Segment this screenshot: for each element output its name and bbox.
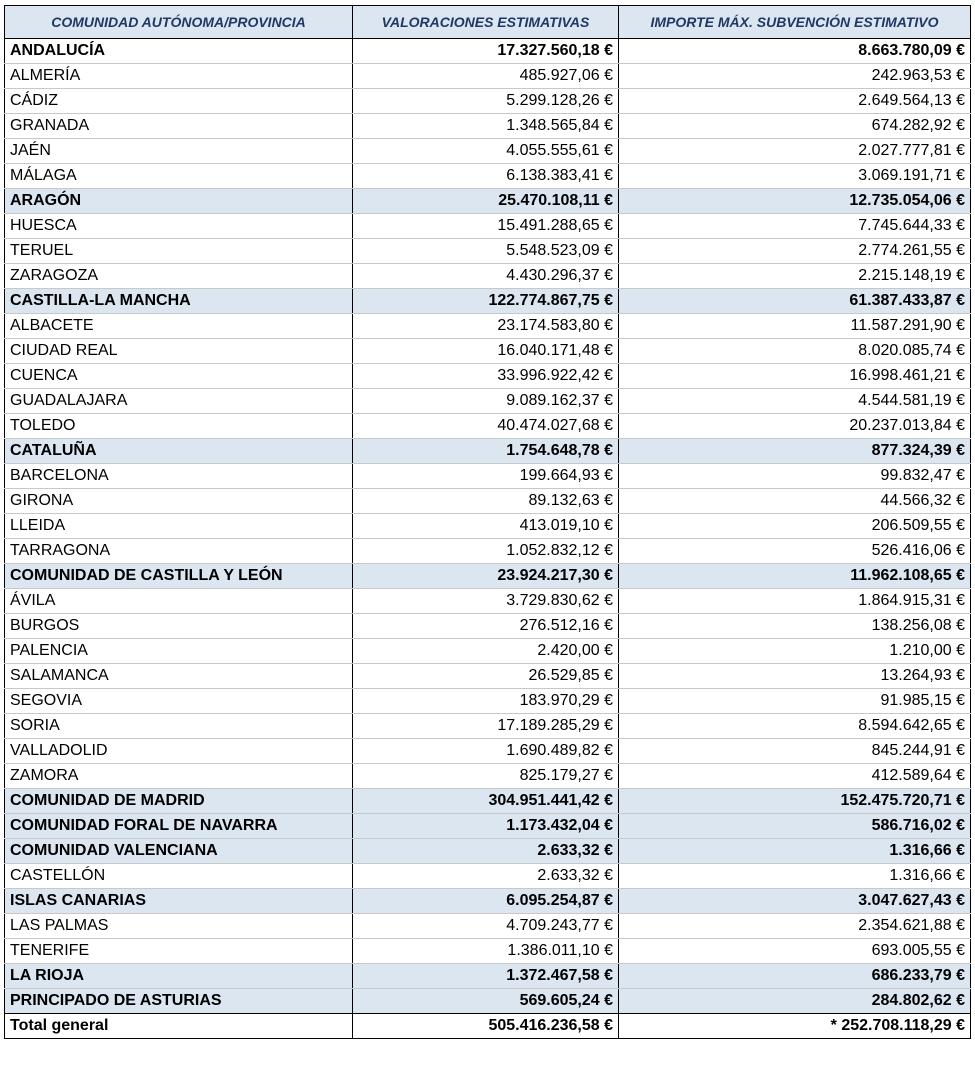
cell-name: CASTILLA-LA MANCHA xyxy=(5,289,353,314)
cell-importe: 8.020.085,74 € xyxy=(619,339,971,364)
cell-valoracion: 25.470.108,11 € xyxy=(353,189,619,214)
cell-importe: 4.544.581,19 € xyxy=(619,389,971,414)
cell-name: COMUNIDAD VALENCIANA xyxy=(5,839,353,864)
cell-valoracion: 485.927,06 € xyxy=(353,64,619,89)
cell-name: GRANADA xyxy=(5,114,353,139)
cell-name: CASTELLÓN xyxy=(5,864,353,889)
cell-importe: 91.985,15 € xyxy=(619,689,971,714)
cell-valoracion: 23.174.583,80 € xyxy=(353,314,619,339)
cell-importe: 2.774.261,55 € xyxy=(619,239,971,264)
province-row xyxy=(5,914,971,939)
cell-valoracion: 6.138.383,41 € xyxy=(353,164,619,189)
cell-valoracion: 17.189.285,29 € xyxy=(353,714,619,739)
region-row xyxy=(5,989,971,1014)
cell-importe: 11.587.291,90 € xyxy=(619,314,971,339)
cell-valoracion: 15.491.288,65 € xyxy=(353,214,619,239)
cell-name: CÁDIZ xyxy=(5,89,353,114)
cell-importe: 284.802,62 € xyxy=(619,989,971,1014)
cell-name: CUENCA xyxy=(5,364,353,389)
cell-valoracion: 1.690.489,82 € xyxy=(353,739,619,764)
province-row xyxy=(5,714,971,739)
cell-valoracion: 1.348.565,84 € xyxy=(353,114,619,139)
cell-valoracion: 1.173.432,04 € xyxy=(353,814,619,839)
cell-importe: 686.233,79 € xyxy=(619,964,971,989)
province-row xyxy=(5,664,971,689)
cell-valoracion: 17.327.560,18 € xyxy=(353,39,619,64)
province-row xyxy=(5,939,971,964)
cell-valoracion: 2.633,32 € xyxy=(353,864,619,889)
cell-importe: 1.316,66 € xyxy=(619,864,971,889)
cell-importe: 2.215.148,19 € xyxy=(619,264,971,289)
region-row xyxy=(5,814,971,839)
region-row xyxy=(5,889,971,914)
region-row xyxy=(5,189,971,214)
cell-importe: 16.998.461,21 € xyxy=(619,364,971,389)
cell-name: MÁLAGA xyxy=(5,164,353,189)
province-row xyxy=(5,139,971,164)
cell-importe: 13.264,93 € xyxy=(619,664,971,689)
cell-name: COMUNIDAD DE CASTILLA Y LEÓN xyxy=(5,564,353,589)
cell-valoracion: 569.605,24 € xyxy=(353,989,619,1014)
cell-valoracion: 1.372.467,58 € xyxy=(353,964,619,989)
province-row xyxy=(5,264,971,289)
region-row xyxy=(5,439,971,464)
province-row xyxy=(5,64,971,89)
cell-importe: 8.594.642,65 € xyxy=(619,714,971,739)
header-comunidad: COMUNIDAD AUTÓNOMA/PROVINCIA xyxy=(5,6,353,39)
cell-importe: 44.566,32 € xyxy=(619,489,971,514)
cell-valoracion: 1.386.011,10 € xyxy=(353,939,619,964)
cell-valoracion: 5.548.523,09 € xyxy=(353,239,619,264)
cell-name: PALENCIA xyxy=(5,639,353,664)
cell-importe: 877.324,39 € xyxy=(619,439,971,464)
cell-name: TERUEL xyxy=(5,239,353,264)
cell-importe: * 252.708.118,29 € xyxy=(619,1014,971,1039)
cell-name: BARCELONA xyxy=(5,464,353,489)
cell-valoracion: 4.709.243,77 € xyxy=(353,914,619,939)
cell-valoracion: 199.664,93 € xyxy=(353,464,619,489)
cell-importe: 693.005,55 € xyxy=(619,939,971,964)
cell-importe: 1.210,00 € xyxy=(619,639,971,664)
province-row xyxy=(5,739,971,764)
province-row xyxy=(5,389,971,414)
cell-name: ALMERÍA xyxy=(5,64,353,89)
cell-valoracion: 276.512,16 € xyxy=(353,614,619,639)
cell-valoracion: 89.132,63 € xyxy=(353,489,619,514)
province-row xyxy=(5,639,971,664)
region-row xyxy=(5,39,971,64)
cell-valoracion: 1.754.648,78 € xyxy=(353,439,619,464)
total-row xyxy=(5,1014,971,1039)
cell-importe: 11.962.108,65 € xyxy=(619,564,971,589)
cell-valoracion: 1.052.832,12 € xyxy=(353,539,619,564)
province-row xyxy=(5,89,971,114)
cell-importe: 1.864.915,31 € xyxy=(619,589,971,614)
cell-importe: 206.509,55 € xyxy=(619,514,971,539)
cell-importe: 12.735.054,06 € xyxy=(619,189,971,214)
cell-importe: 2.354.621,88 € xyxy=(619,914,971,939)
cell-name: ARAGÓN xyxy=(5,189,353,214)
cell-valoracion: 2.633,32 € xyxy=(353,839,619,864)
province-row xyxy=(5,239,971,264)
province-row xyxy=(5,689,971,714)
cell-name: COMUNIDAD FORAL DE NAVARRA xyxy=(5,814,353,839)
cell-name: SORIA xyxy=(5,714,353,739)
cell-name: CATALUÑA xyxy=(5,439,353,464)
cell-importe: 61.387.433,87 € xyxy=(619,289,971,314)
region-row xyxy=(5,289,971,314)
cell-name: PRINCIPADO DE ASTURIAS xyxy=(5,989,353,1014)
cell-importe: 412.589,64 € xyxy=(619,764,971,789)
cell-name: GIRONA xyxy=(5,489,353,514)
cell-importe: 242.963,53 € xyxy=(619,64,971,89)
cell-valoracion: 413.019,10 € xyxy=(353,514,619,539)
cell-valoracion: 2.420,00 € xyxy=(353,639,619,664)
cell-name: ANDALUCÍA xyxy=(5,39,353,64)
cell-valoracion: 9.089.162,37 € xyxy=(353,389,619,414)
cell-name: TOLEDO xyxy=(5,414,353,439)
cell-valoracion: 4.430.296,37 € xyxy=(353,264,619,289)
cell-valoracion: 6.095.254,87 € xyxy=(353,889,619,914)
cell-importe: 152.475.720,71 € xyxy=(619,789,971,814)
cell-importe: 7.745.644,33 € xyxy=(619,214,971,239)
table-header xyxy=(5,6,971,39)
cell-name: TENERIFE xyxy=(5,939,353,964)
cell-valoracion: 4.055.555,61 € xyxy=(353,139,619,164)
cell-name: ISLAS CANARIAS xyxy=(5,889,353,914)
header-row xyxy=(5,6,971,39)
cell-valoracion: 40.474.027,68 € xyxy=(353,414,619,439)
cell-valoracion: 3.729.830,62 € xyxy=(353,589,619,614)
cell-valoracion: 16.040.171,48 € xyxy=(353,339,619,364)
cell-name: ÁVILA xyxy=(5,589,353,614)
cell-name: LLEIDA xyxy=(5,514,353,539)
province-row xyxy=(5,339,971,364)
cell-importe: 674.282,92 € xyxy=(619,114,971,139)
cell-importe: 2.649.564,13 € xyxy=(619,89,971,114)
cell-name: Total general xyxy=(5,1014,353,1039)
table-body xyxy=(5,39,971,1039)
subsidy-table xyxy=(4,5,971,1039)
province-row xyxy=(5,464,971,489)
cell-importe: 138.256,08 € xyxy=(619,614,971,639)
header-importe: IMPORTE MÁX. SUBVENCIÓN ESTIMATIVO xyxy=(619,6,971,39)
cell-name: ZARAGOZA xyxy=(5,264,353,289)
cell-importe: 20.237.013,84 € xyxy=(619,414,971,439)
header-valoraciones: VALORACIONES ESTIMATIVAS xyxy=(353,6,619,39)
cell-importe: 99.832,47 € xyxy=(619,464,971,489)
cell-importe: 3.069.191,71 € xyxy=(619,164,971,189)
cell-importe: 845.244,91 € xyxy=(619,739,971,764)
cell-valoracion: 122.774.867,75 € xyxy=(353,289,619,314)
province-row xyxy=(5,589,971,614)
cell-name: BURGOS xyxy=(5,614,353,639)
province-row xyxy=(5,114,971,139)
cell-valoracion: 5.299.128,26 € xyxy=(353,89,619,114)
cell-name: COMUNIDAD DE MADRID xyxy=(5,789,353,814)
cell-name: ZAMORA xyxy=(5,764,353,789)
cell-importe: 1.316,66 € xyxy=(619,839,971,864)
province-row xyxy=(5,414,971,439)
province-row xyxy=(5,514,971,539)
province-row xyxy=(5,214,971,239)
cell-importe: 3.047.627,43 € xyxy=(619,889,971,914)
cell-name: CIUDAD REAL xyxy=(5,339,353,364)
region-row xyxy=(5,964,971,989)
cell-name: SEGOVIA xyxy=(5,689,353,714)
cell-valoracion: 26.529,85 € xyxy=(353,664,619,689)
cell-name: TARRAGONA xyxy=(5,539,353,564)
cell-name: SALAMANCA xyxy=(5,664,353,689)
cell-valoracion: 183.970,29 € xyxy=(353,689,619,714)
province-row xyxy=(5,764,971,789)
province-row xyxy=(5,614,971,639)
cell-valoracion: 505.416.236,58 € xyxy=(353,1014,619,1039)
province-row xyxy=(5,539,971,564)
province-row xyxy=(5,489,971,514)
province-row xyxy=(5,314,971,339)
cell-name: ALBACETE xyxy=(5,314,353,339)
cell-name: VALLADOLID xyxy=(5,739,353,764)
province-row xyxy=(5,364,971,389)
cell-name: LAS PALMAS xyxy=(5,914,353,939)
cell-name: HUESCA xyxy=(5,214,353,239)
subsidy-table-container xyxy=(4,5,970,1039)
province-row xyxy=(5,864,971,889)
cell-valoracion: 825.179,27 € xyxy=(353,764,619,789)
region-row xyxy=(5,839,971,864)
cell-importe: 2.027.777,81 € xyxy=(619,139,971,164)
cell-importe: 586.716,02 € xyxy=(619,814,971,839)
cell-importe: 8.663.780,09 € xyxy=(619,39,971,64)
cell-name: JAÉN xyxy=(5,139,353,164)
cell-name: LA RIOJA xyxy=(5,964,353,989)
region-row xyxy=(5,789,971,814)
cell-importe: 526.416,06 € xyxy=(619,539,971,564)
cell-valoracion: 23.924.217,30 € xyxy=(353,564,619,589)
cell-valoracion: 304.951.441,42 € xyxy=(353,789,619,814)
cell-name: GUADALAJARA xyxy=(5,389,353,414)
cell-valoracion: 33.996.922,42 € xyxy=(353,364,619,389)
region-row xyxy=(5,564,971,589)
province-row xyxy=(5,164,971,189)
